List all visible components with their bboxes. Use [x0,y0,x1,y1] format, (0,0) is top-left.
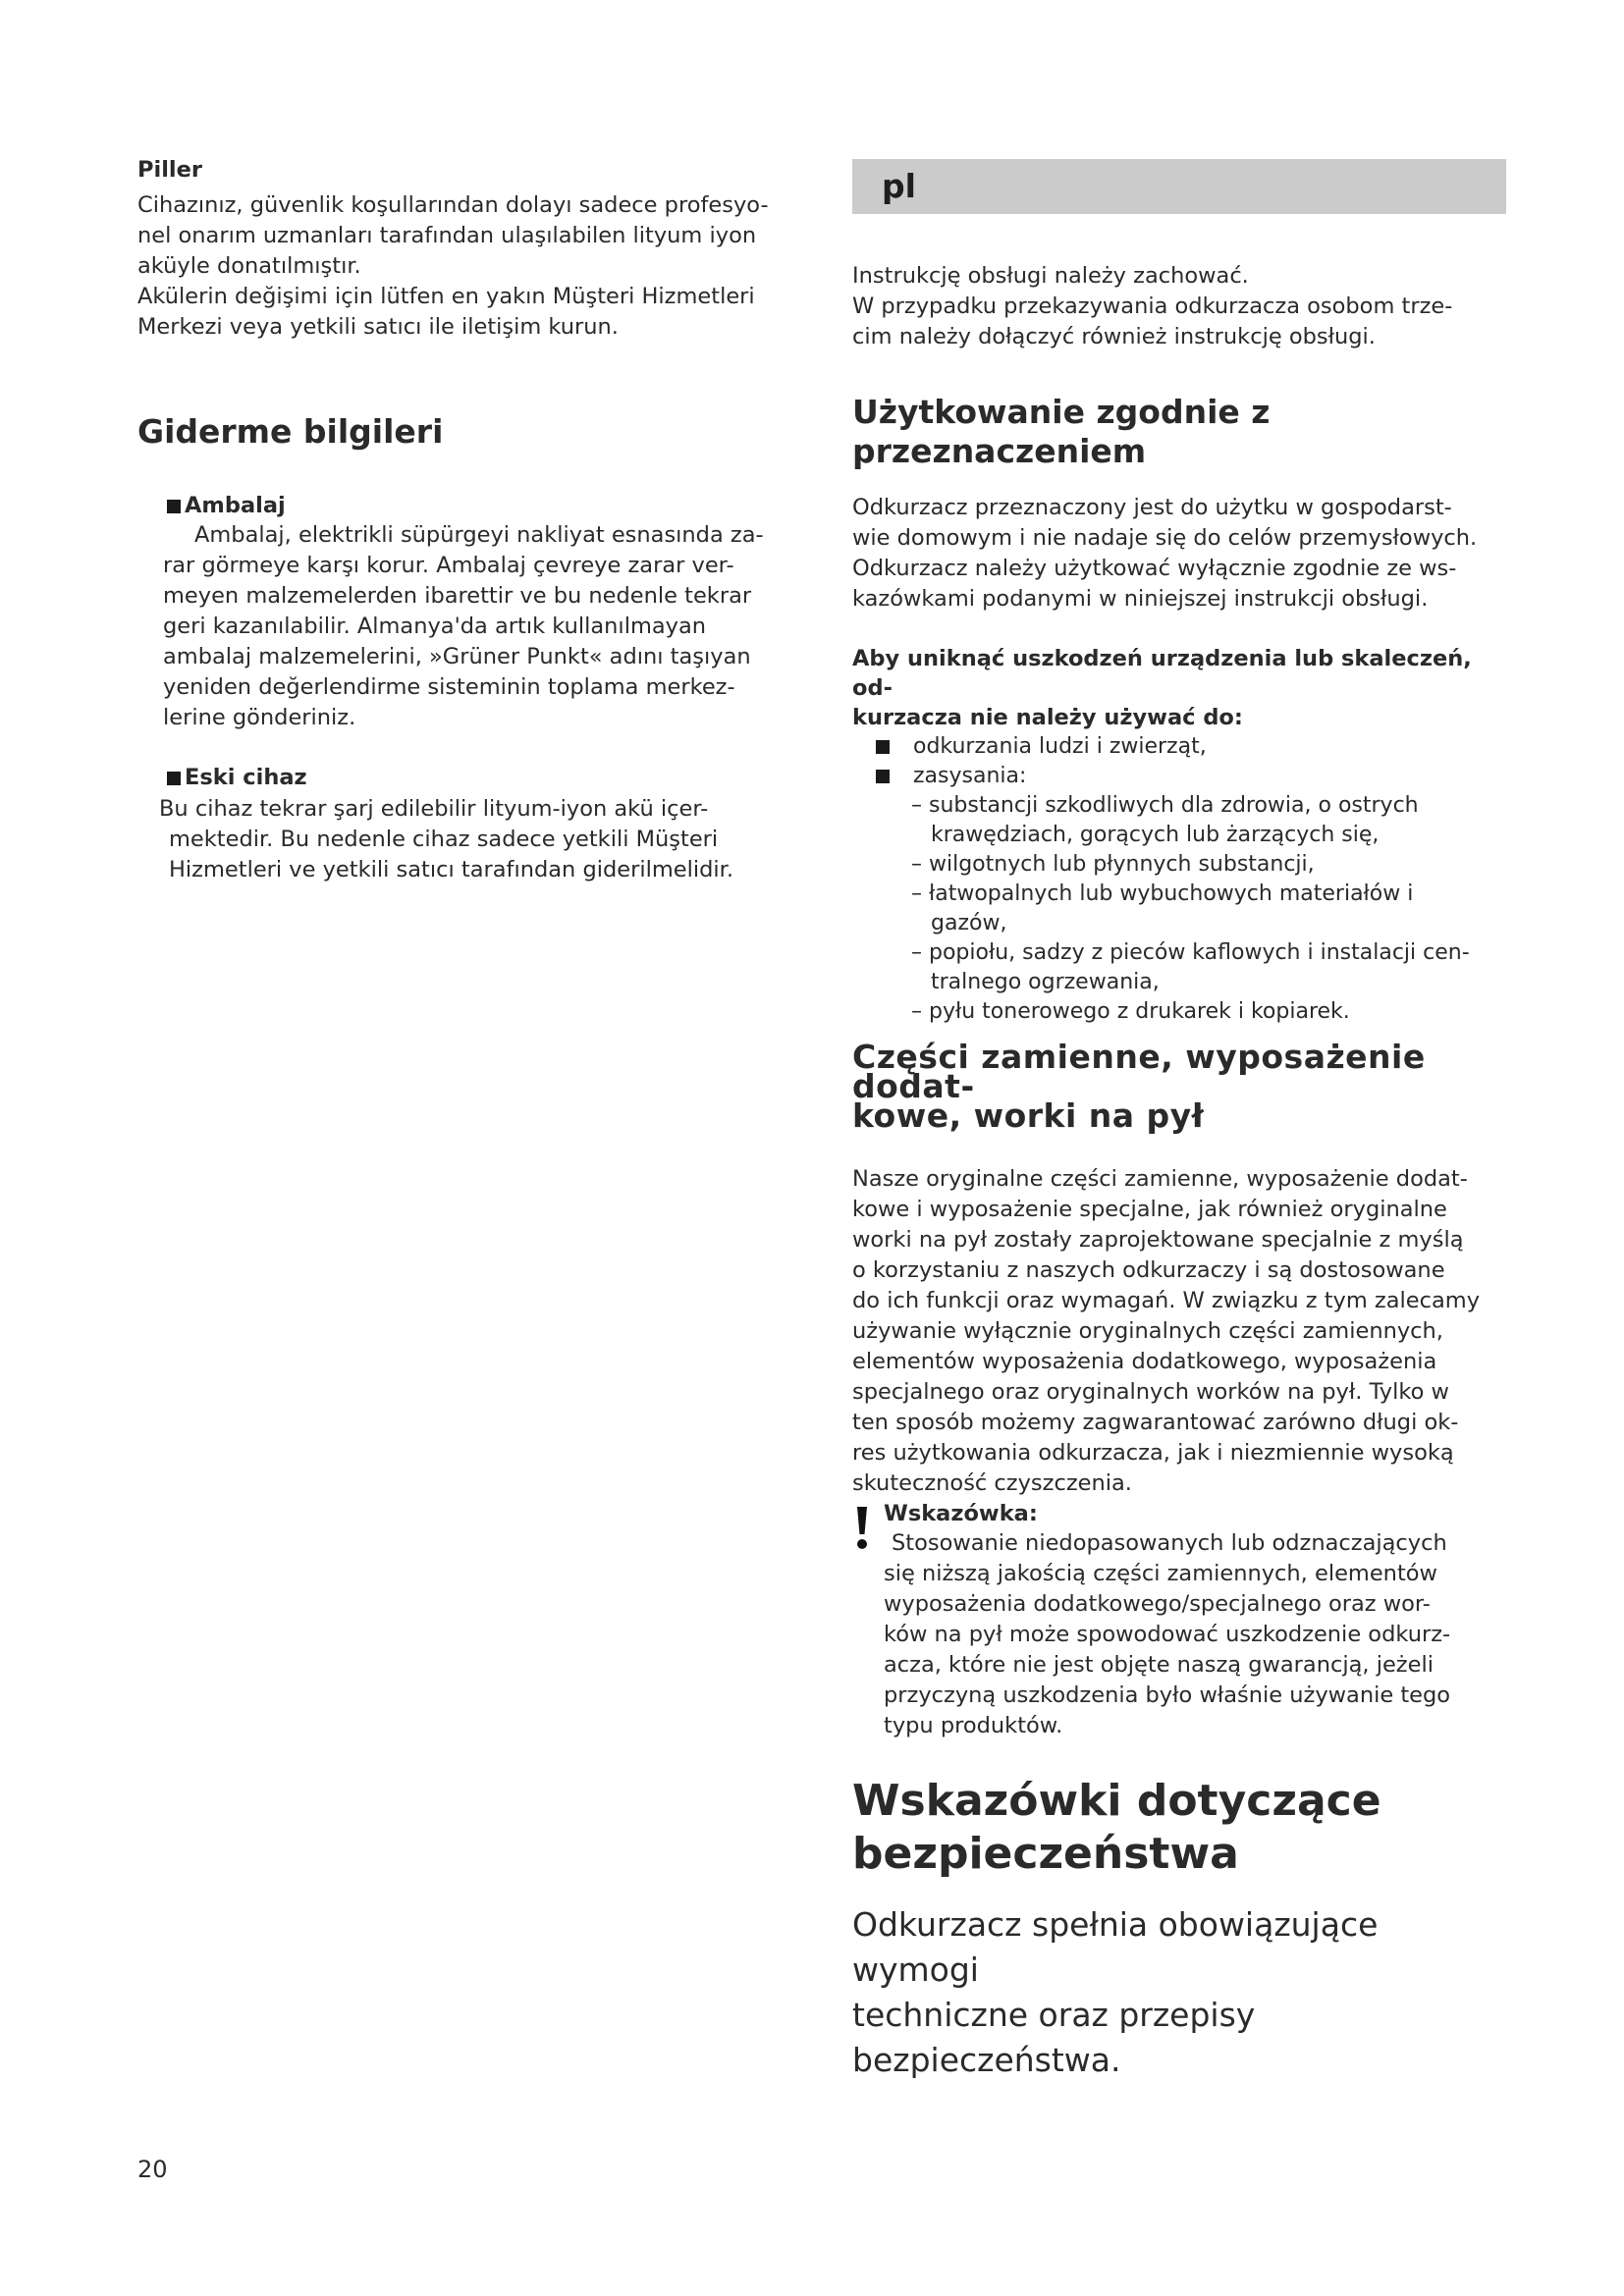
piller-title: Piller [137,157,202,183]
lead-line: Odkurzacz spełnia obowiązujące wymogi [852,1905,1379,1989]
section-czesci [852,1038,1508,1741]
text-line: kazówkami podanymi w niniejszej instrukcji obsługi. [852,586,1429,612]
note-block [852,1499,1508,1741]
sub-list-line: – łatwopalnych lub wybuchowych materiałów i [911,881,1414,906]
section-bezpieczenstwo [852,1775,1508,2083]
text-line: się niższą jakością części zamiennych, elementów [884,1561,1437,1586]
text-line: Merkezi veya yetkili satıcı ile iletişim kurun. [137,314,619,340]
text-line: ambalaj malzemelerini, »Grüner Punkt« adını taşıyan [163,644,751,669]
language-bar [852,159,1506,214]
text-line: acza, które nie jest objęte naszą gwarancją, jeżeli [884,1652,1434,1678]
sub-list-line: – pyłu tonerowego z drukarek i kopiarek. [911,999,1350,1024]
section-uzytkowanie [852,393,1508,1027]
text-line: cim należy dołączyć również instrukcję obsługi. [852,324,1376,349]
eski-title: Eski cihaz [185,765,307,790]
sub-list [876,791,1508,1027]
eski-heading [137,763,805,792]
text-line: wie domowym i nie nadaje się do celów przemysłowych. [852,525,1478,551]
text-line: elementów wyposażenia dodatkowego, wyposażenia [852,1349,1437,1374]
section-giderme [137,412,805,885]
text-line: kowe i wyposażenie specjalne, jak również oryginalne [852,1197,1447,1222]
uzytkowanie-title: Użytkowanie zgodnie z przeznaczeniem [852,393,1271,470]
exclamation-icon [852,1505,872,1550]
czesci-body [852,1164,1508,1499]
text-line: wyposażenia dodatkowego/specjalnego oraz wor- [884,1591,1431,1617]
text-line: Odkurzacz przeznaczony jest do użytku w gospodarst- [852,495,1452,520]
text-line: worki na pył zostały zaprojektowane specjalnie z myślą [852,1227,1464,1253]
language-code: pl [882,167,916,205]
sub-list-line: tralnego ogrzewania, [931,970,1160,994]
bezpieczenstwo-title-line: Wskazówki dotyczące [852,1776,1381,1826]
square-bullet-icon [876,770,890,783]
ambalaj-body [137,520,805,733]
text-line: geri kazanılabilir. Almanya'da artık kullanılmayan [163,614,707,639]
square-bullet-icon [167,500,181,513]
text-line: specjalnego oraz oryginalnych worków na pył. Tylko w [852,1379,1449,1405]
section-piller [137,155,805,343]
text-line: skuteczność czyszczenia. [852,1470,1132,1496]
warning-title-line: Aby uniknąć uszkodzeń urządzenia lub skaleczeń, od- [852,646,1472,701]
text-line: używanie wyłącznie oryginalnych części zamiennych, [852,1318,1443,1344]
text-line: Cihazınız, güvenlik koşullarından dolayı sadece profesyo- [137,192,769,218]
warning-heading [852,644,1508,732]
ambalaj-heading [137,491,805,520]
czesci-title [852,1038,1508,1135]
sub-list-line: gazów, [931,911,1007,935]
text-line: Akülerin değişimi için lütfen en yakın Müşteri Hizmetleri [137,284,755,309]
text-line: ków na pył może spowodować uszkodzenie odkurz- [884,1622,1451,1647]
list-item-text: zasysania: [913,764,1027,788]
text-line: lerine gönderiniz. [163,705,356,730]
text-line: res użytkowania odkurzacza, jak i niezmiennie wysoką [852,1440,1454,1466]
text-line: Bu cihaz tekrar şarj edilebilir lityum-iyon akü içer- [159,796,709,822]
text-line: meyen malzemelerden ibarettir ve bu nedenle tekrar [163,583,752,609]
bezpieczenstwo-title-line: bezpieczeństwa [852,1829,1239,1879]
sub-list-line: – popiołu, sadzy z pieców kaflowych i instalacji cen- [911,940,1470,965]
text-line: przyczyną uszkodzenia było właśnie używanie tego [884,1682,1451,1708]
text-line: nel onarım uzmanları tarafından ulaşılabilen lityum iyon [137,223,757,248]
sub-list-line: – wilgotnych lub płynnych substancji, [911,852,1315,877]
sub-list-line: krawędziach, gorących lub żarzących się, [931,823,1380,847]
piller-body [137,190,805,343]
text-line: mektedir. Bu nedenle cihaz sadece yetkili Müşteri [169,827,719,852]
text-line: W przypadku przekazywania odkurzacza osobom trze- [852,294,1453,319]
text-line: aküyle donatılmıştır. [137,253,361,279]
czesci-title-line: kowe, worki na pył [852,1096,1205,1135]
ambalaj-block [137,491,805,733]
text-line: o korzystaniu z naszych odkurzaczy i są dostosowane [852,1257,1445,1283]
text-line: Ambalaj, elektrikli süpürgeyi nakliyat esnasında za- [194,522,764,548]
note-body [884,1528,1508,1741]
eski-block [137,763,805,885]
section-intro [852,261,1508,352]
list-item-text: odkurzania ludzi i zwierząt, [913,734,1207,759]
text-line: Instrukcję obsługi należy zachować. [852,263,1249,289]
text-line: typu produktów. [884,1713,1063,1738]
page-number: 20 [137,2156,168,2183]
square-bullet-icon [167,772,181,785]
text-line: rar görmeye karşı korur. Ambalaj çevreye zarar ver- [163,553,734,578]
bezpieczenstwo-lead [852,1902,1508,2083]
giderme-title: Giderme bilgileri [137,412,444,451]
text-line: do ich funkcji oraz wymagań. W związku z tym zalecamy [852,1288,1481,1313]
warning-list [852,732,1508,1027]
sub-list-line: – substancji szkodliwych dla zdrowia, o ostrych [911,793,1419,818]
text-line: Stosowanie niedopasowanych lub odznaczających [892,1530,1447,1556]
ambalaj-title: Ambalaj [185,493,286,518]
eski-body [137,794,805,885]
note-title: Wskazówka: [884,1501,1038,1526]
text-line: Odkurzacz należy użytkować wyłącznie zgodnie ze ws- [852,556,1457,581]
text-line: Hizmetleri ve yetkili satıcı tarafından giderilmelidir. [169,857,734,882]
list-item [876,732,1508,762]
text-line: ten sposób możemy zagwarantować zarówno długi ok- [852,1410,1459,1435]
text-line: yeniden değerlendirme sisteminin toplama merkez- [163,674,735,700]
czesci-title-line: Części zamienne, wyposażenie dodat- [852,1038,1426,1105]
text-line: Nasze oryginalne części zamienne, wyposażenie dodat- [852,1166,1468,1192]
square-bullet-icon [876,740,890,754]
warning-title-line: kurzacza nie należy używać do: [852,705,1243,730]
bezpieczenstwo-title [852,1775,1508,1881]
lead-line: techniczne oraz przepisy bezpieczeństwa. [852,1996,1256,2079]
list-item [876,762,1508,791]
uzytkowanie-body [852,493,1508,614]
